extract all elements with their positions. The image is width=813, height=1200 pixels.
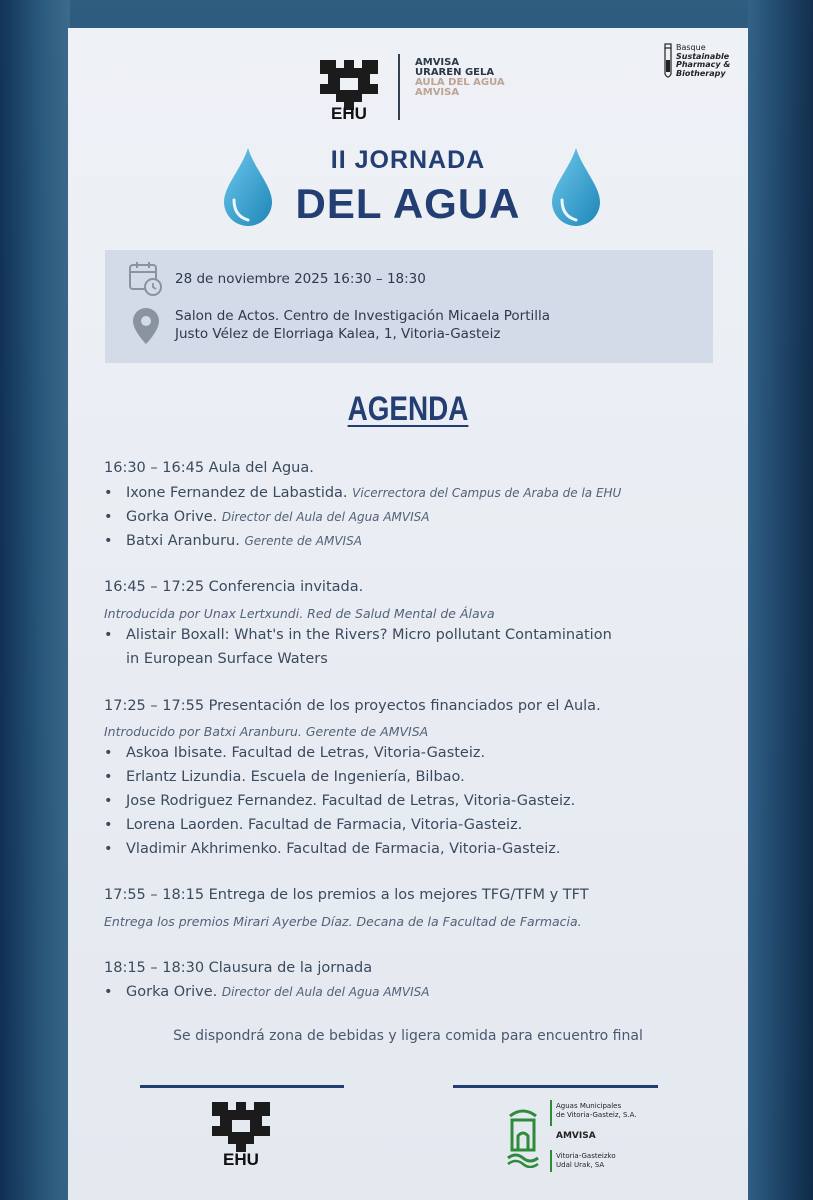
location-pin-icon <box>130 306 162 346</box>
session-2-heading: 16:45 – 17:25 Conferencia invitada. <box>104 579 364 595</box>
background-water-right <box>748 0 813 1200</box>
list-item: • Batxi Aranburu. Gerente de AMVISA <box>104 533 362 549</box>
list-item: • Gorka Orive. Director del Aula del Agua AMVISA <box>104 509 430 525</box>
session-5-heading: 18:15 – 18:30 Clausura de la jornada <box>104 960 373 976</box>
amvisa-accent-bar-top <box>550 1100 552 1126</box>
amvisa-line-2: URAREN GELA <box>415 67 495 78</box>
basque-pharmacy-logo <box>662 42 742 88</box>
amvisa-aula-logo <box>415 58 505 98</box>
ehu-logo-footer <box>206 1100 276 1172</box>
amvisa-logo-footer <box>506 1098 636 1178</box>
session-3-heading: 17:25 – 17:55 Presentación de los proyectos financiados por el Aula. <box>104 698 601 714</box>
title-line-1: II JORNADA <box>330 146 486 174</box>
amvisa-accent-bar-bottom <box>550 1150 552 1172</box>
amvisa-line-d: Udal Urak, SA <box>556 1161 605 1169</box>
list-item: • Askoa Ibisate. Facultad de Letras, Vitoria-Gasteiz. <box>104 745 486 761</box>
ehu-logo-text: EHU <box>331 104 367 123</box>
amvisa-line-3: AULA DEL AGUA <box>415 77 505 88</box>
vial-icon <box>662 42 674 82</box>
event-info-box <box>105 250 713 363</box>
title-line-2: DEL AGUA <box>295 180 521 227</box>
amvisa-line-4: AMVISA <box>415 87 460 98</box>
session-2-intro: Introducida por Unax Lertxundi. Red de Salud Mental de Álava <box>104 606 495 621</box>
list-item: • Alistair Boxall: What's in the Rivers? Micro pollutant Contamination <box>104 627 612 643</box>
amvisa-line-b: de Vitoria-Gasteiz, S.A. <box>556 1111 637 1119</box>
ehu-logo <box>314 52 384 124</box>
basque-line-2: Sustainable <box>676 51 730 61</box>
list-item: • Jose Rodriguez Fernandez. Facultad de Letras, Vitoria-Gasteiz. <box>104 793 576 809</box>
basque-line-3: Pharmacy & <box>676 60 731 69</box>
closing-note: Se dispondrá zona de bebidas y ligera comida para encuentro final <box>173 1028 643 1044</box>
list-item: • Ixone Fernandez de Labastida. Vicerrectora del Campus de Araba de la EHU <box>104 485 622 501</box>
venue-line-2: Justo Vélez de Elorriaga Kalea, 1, Vitoria-Gasteiz <box>175 326 501 342</box>
amvisa-line-c: Vitoria-Gasteizko <box>556 1152 616 1160</box>
amvisa-line-1: AMVISA <box>415 57 460 68</box>
footer-divider-left <box>140 1085 344 1088</box>
amvisa-crest-icon <box>506 1106 540 1168</box>
session-3-intro: Introducido por Batxi Aranburu. Gerente de AMVISA <box>104 724 429 739</box>
list-item: • Vladimir Akhrimenko. Facultad de Farmacia, Vitoria-Gasteiz. <box>104 841 561 857</box>
list-item: • Lorena Laorden. Facultad de Farmacia, Vitoria-Gasteiz. <box>104 817 523 833</box>
background-water-left <box>0 0 70 1200</box>
logo-divider <box>398 54 400 120</box>
calendar-clock-icon <box>127 260 163 296</box>
ehu-footer-text: EHU <box>223 1150 259 1169</box>
list-item: • Erlantz Lizundia. Escuela de Ingeniería, Bilbao. <box>104 769 465 785</box>
list-item-continuation: in European Surface Waters <box>126 651 328 667</box>
amvisa-name: AMVISA <box>556 1131 596 1141</box>
event-date-time: 28 de noviembre 2025 16:30 – 18:30 <box>175 271 426 287</box>
agenda-heading: AGENDA <box>347 390 469 428</box>
basque-line-4: Biotherapy <box>676 68 726 78</box>
footer-divider-right <box>453 1085 658 1088</box>
basque-line-1: Basque <box>676 43 706 52</box>
session-4-heading: 17:55 – 18:15 Entrega de los premios a los mejores TFG/TFM y TFT <box>104 887 589 903</box>
poster-card <box>68 28 748 1200</box>
list-item: • Gorka Orive. Director del Aula del Agua AMVISA <box>104 984 430 1000</box>
amvisa-line-a: Aguas Municipales <box>556 1102 622 1110</box>
venue-line-1: Salon de Actos. Centro de Investigación Micaela Portilla <box>175 308 551 324</box>
session-4-intro: Entrega los premios Mirari Ayerbe Díaz. Decana de la Facultad de Farmacia. <box>104 914 582 929</box>
session-1-heading: 16:30 – 16:45 Aula del Agua. <box>104 460 314 476</box>
